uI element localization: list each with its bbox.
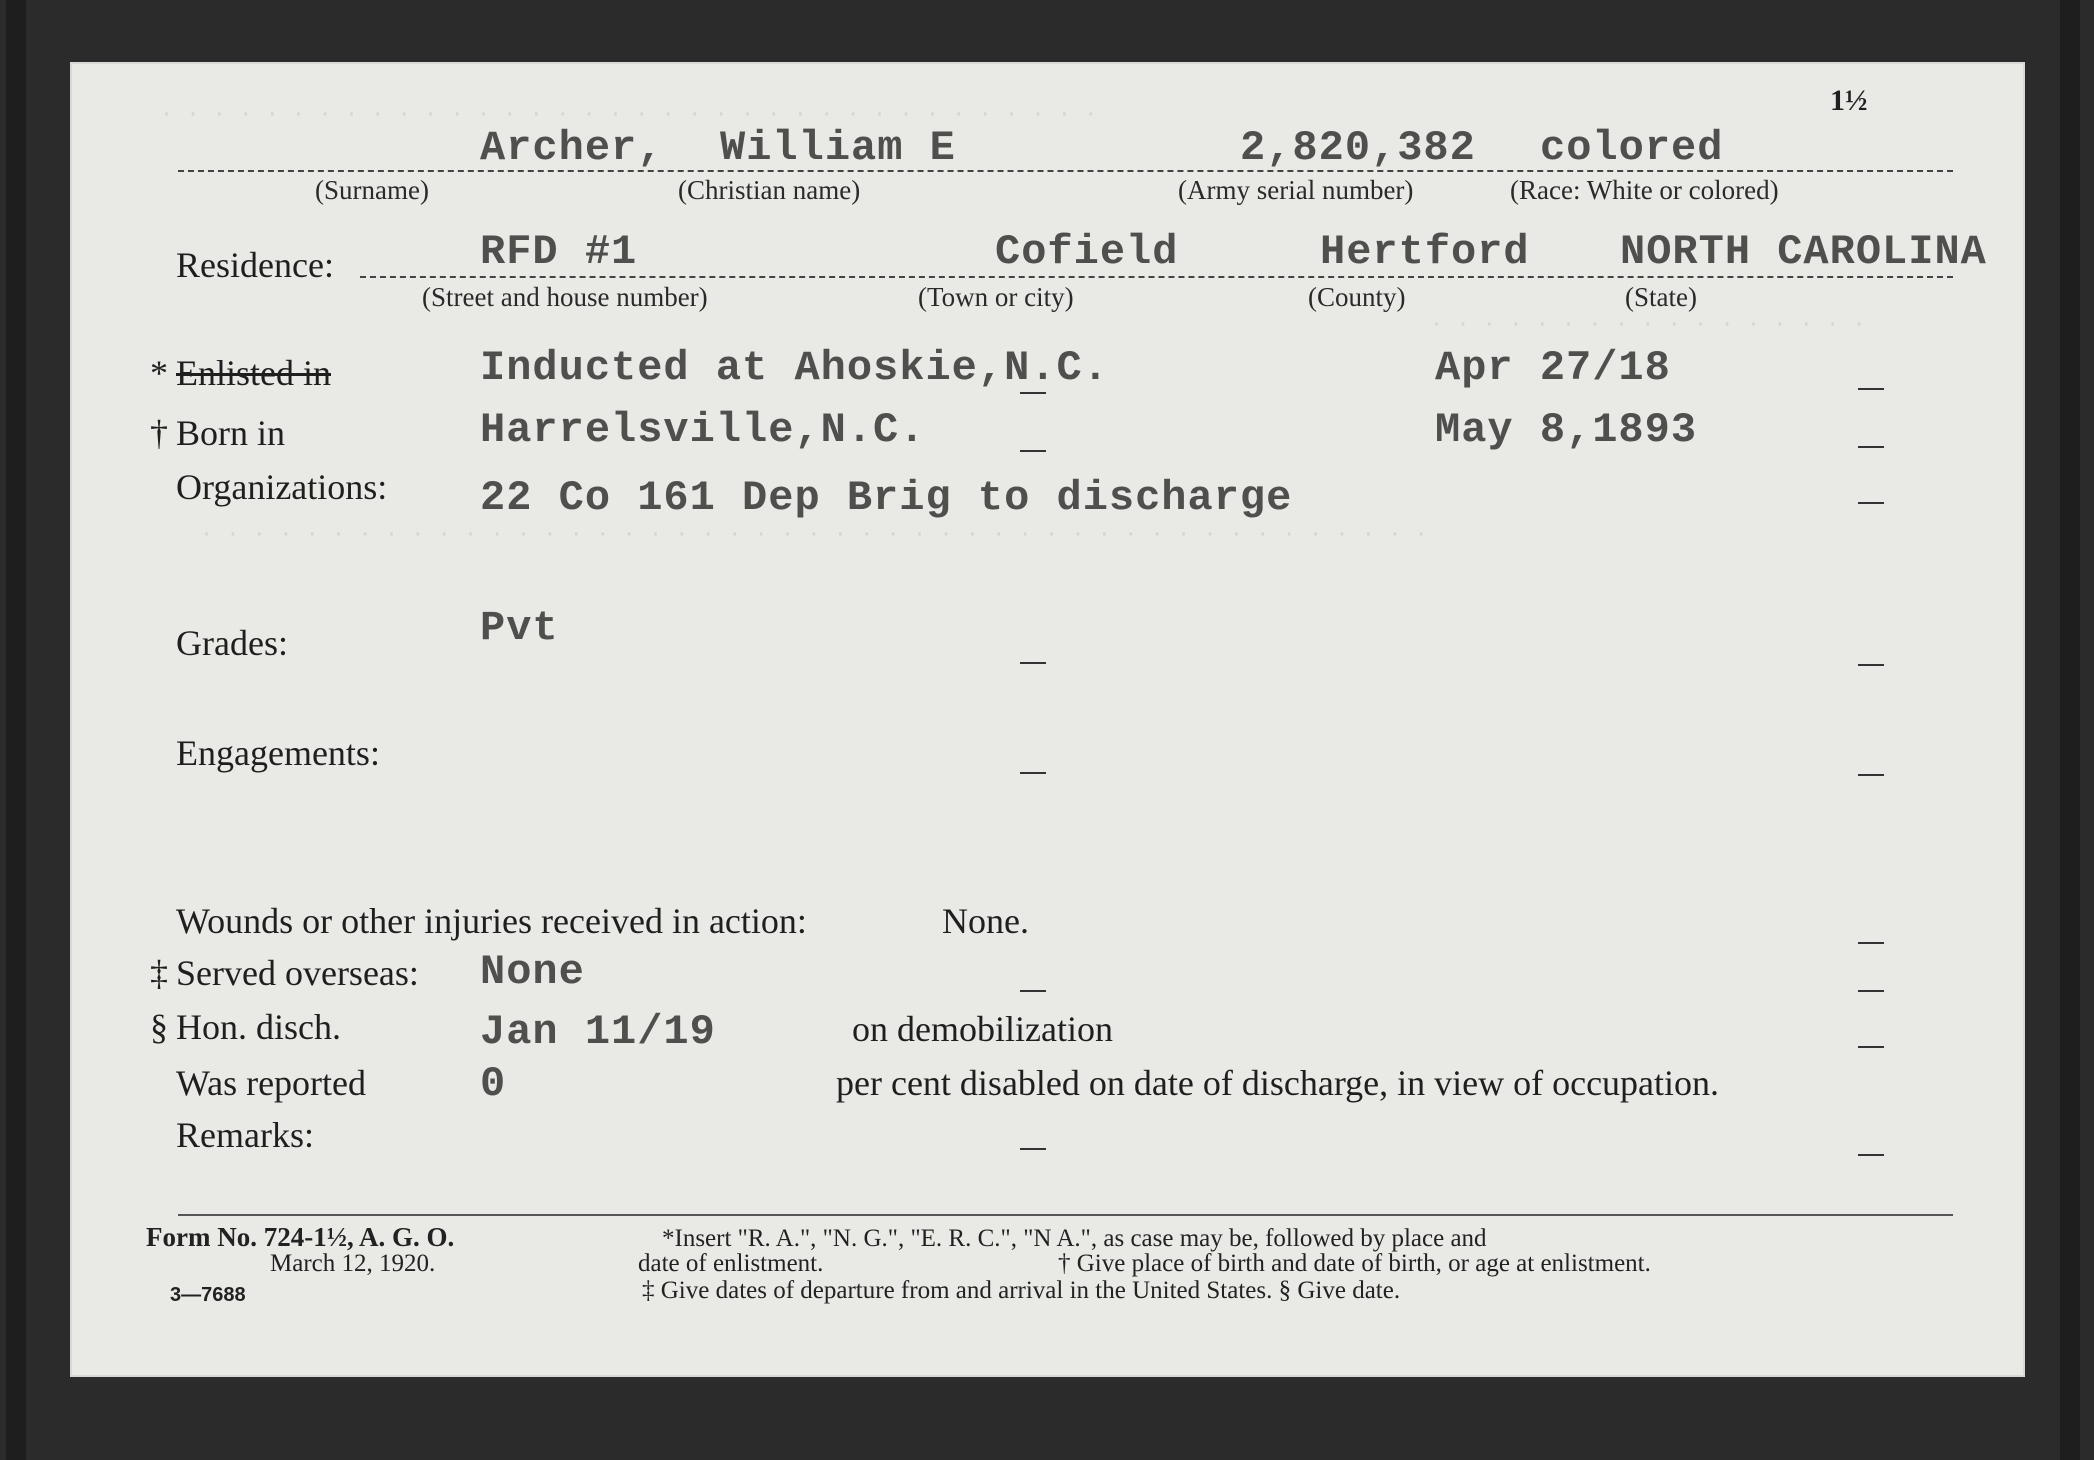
overseas-mark: ‡: [150, 953, 168, 993]
field-dash: [1020, 392, 1046, 394]
residence-line: [360, 276, 1953, 278]
field-dash: [1858, 990, 1884, 992]
born-label: Born in: [176, 413, 286, 453]
form-number: Form No. 724-1½, A. G. O.: [146, 1222, 455, 1252]
footer-note-overseas: ‡ Give dates of departure from and arrival in the United States. § Give date.: [642, 1277, 1401, 1304]
field-dash: [1858, 502, 1884, 504]
footer-note-enlistment: *Insert "R. A.", "N. G.", "E. R. C.", "N A.", as case may be, followed by place and: [662, 1225, 1487, 1252]
field-dash: [1858, 1046, 1884, 1048]
name-line: [178, 170, 1953, 172]
discharge-note: on demobilization: [852, 1009, 1113, 1049]
wounds-label: Wounds or other injuries received in action:: [176, 901, 807, 941]
organizations-value: 22 Co 161 Dep Brig to discharge: [480, 474, 1293, 522]
field-dash: [1020, 1148, 1046, 1150]
field-dash: [1020, 990, 1046, 992]
discharge-mark: §: [150, 1007, 168, 1047]
field-dash: [1858, 1154, 1884, 1156]
grades-value: Pvt: [480, 604, 559, 652]
overseas-value: None: [480, 948, 585, 996]
reported-label: Was reported: [176, 1063, 367, 1103]
field-dash: [1020, 450, 1046, 452]
field-dash: [1020, 772, 1046, 774]
field-dash: [1020, 662, 1046, 664]
county-value: Hertford: [1320, 228, 1530, 276]
organizations-label: Organizations:: [176, 467, 388, 507]
background-stripe: [2060, 0, 2080, 1460]
service-record-card: [70, 62, 2025, 1377]
bleed-through-text: · · · · · · · · · · · · · · · · ·: [1430, 312, 1866, 337]
bleed-through-text: · · · · · · · · · · · · · · · · · · · · · · · · · · · · · · · · · · · · · · · · · · · · · · ·: [200, 522, 1428, 547]
discharge-date: Jan 11/19: [480, 1008, 716, 1056]
town-value: Cofield: [995, 228, 1179, 276]
remarks-label: Remarks:: [176, 1115, 314, 1155]
footer-note-birth: † Give place of birth and date of birth, or age at enlistment.: [1058, 1250, 1651, 1277]
background-stripe: [6, 0, 26, 1460]
field-dash: [1858, 942, 1884, 944]
engagements-label: Engagements:: [176, 733, 380, 773]
street-caption: (Street and house number): [422, 282, 708, 312]
race-value: colored: [1540, 124, 1724, 172]
discharge-label: Hon. disch.: [176, 1007, 341, 1047]
state-caption: (State): [1625, 282, 1697, 312]
town-caption: (Town or city): [918, 282, 1074, 312]
christian-name-caption: (Christian name): [678, 175, 861, 205]
enlisted-date: Apr 27/18: [1435, 344, 1671, 392]
born-mark: †: [150, 413, 168, 453]
enlisted-label: Enlisted in: [176, 353, 331, 393]
surname-caption: (Surname): [315, 175, 429, 205]
street-value: RFD #1: [480, 228, 638, 276]
field-dash: [1858, 774, 1884, 776]
state-value: NORTH CAROLINA: [1620, 228, 1987, 276]
form-date: March 12, 1920.: [270, 1250, 436, 1277]
reported-note: per cent disabled on date of discharge, in view of occupation.: [836, 1063, 1720, 1103]
enlisted-value: Inducted at Ahoskie,N.C.: [480, 344, 1109, 392]
wounds-value: None.: [942, 901, 1029, 941]
reported-value: 0: [480, 1060, 507, 1108]
field-dash: [1858, 664, 1884, 666]
residence-label: Residence:: [176, 245, 334, 285]
footer-note-enlistment-date: date of enlistment.: [638, 1250, 824, 1277]
county-caption: (County): [1308, 282, 1406, 312]
race-caption: (Race: White or colored): [1510, 175, 1779, 205]
grades-label: Grades:: [176, 623, 288, 663]
footer-rule: [178, 1214, 1953, 1216]
christian-name-value: William E: [720, 124, 956, 172]
serial-number-value: 2,820,382: [1240, 124, 1476, 172]
surname-value: Archer,: [480, 124, 664, 172]
bleed-through-text: · · · · · · · · · · · · · · · · · · · · · · · · · · · · · · · · · · · ·: [160, 102, 1098, 127]
field-dash: [1858, 446, 1884, 448]
serial-number-caption: (Army serial number): [1178, 175, 1414, 205]
enlisted-mark: *: [150, 353, 168, 393]
field-dash: [1858, 388, 1884, 390]
form-code: 3—7688: [170, 1284, 246, 1306]
birthplace-value: Harrelsville,N.C.: [480, 406, 926, 454]
corner-number: 1½: [1830, 84, 1868, 117]
overseas-label: Served overseas:: [176, 953, 419, 993]
birth-date-value: May 8,1893: [1435, 406, 1698, 454]
